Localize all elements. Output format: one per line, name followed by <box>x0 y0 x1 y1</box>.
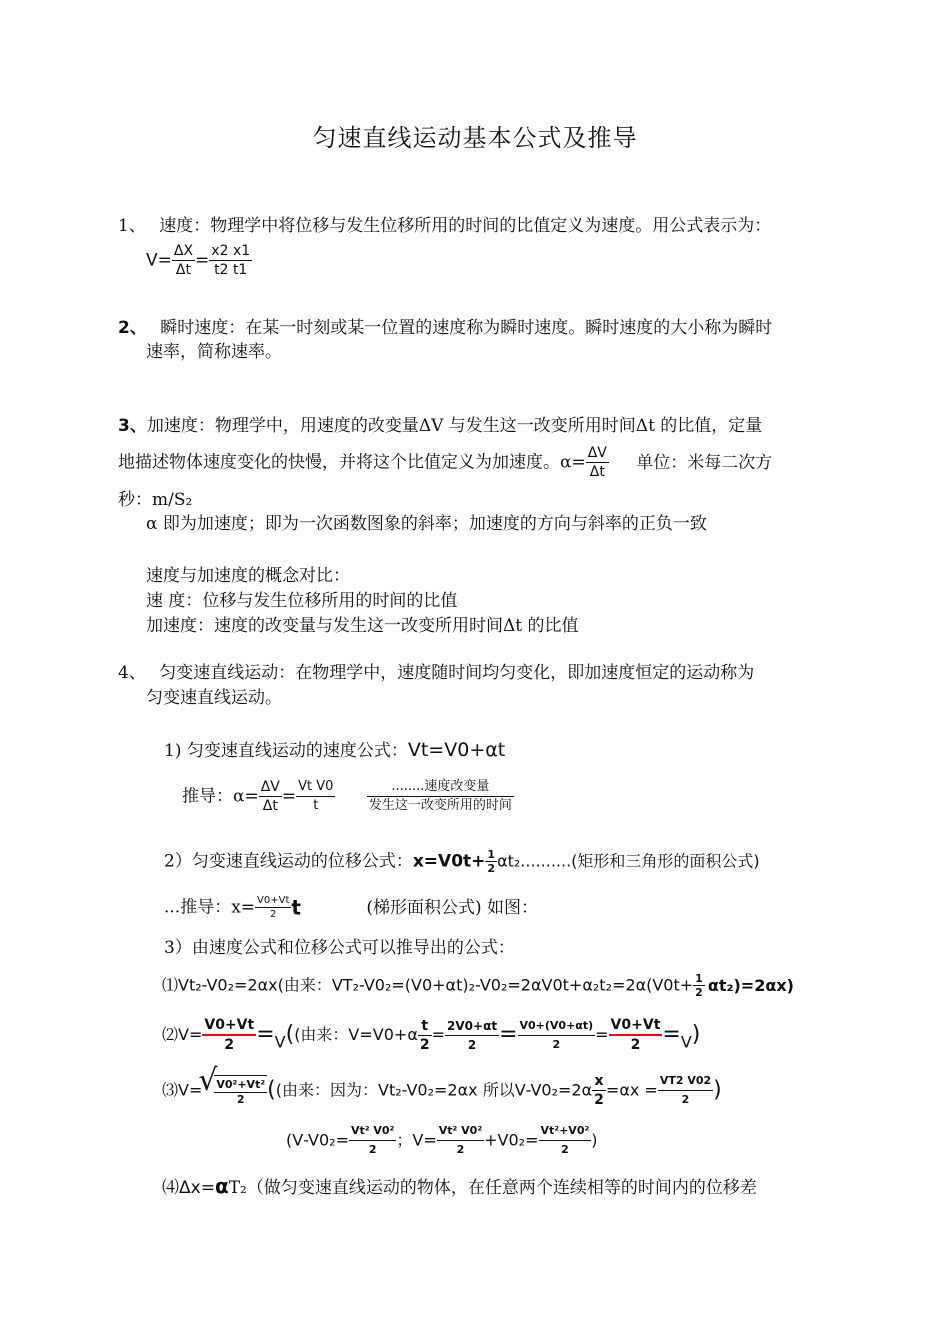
page-title: 匀速直线运动基本公式及推导 <box>312 124 638 152</box>
derivation-label: ...推导：x= <box>164 897 256 918</box>
section-2 <box>118 316 772 340</box>
velocity-formula: V= $\frac{\Delta X}{\Delta t}$ = $\frac{x2 x1}{t2 t1}$ <box>146 243 251 278</box>
section-4 <box>118 661 754 685</box>
equation-3-mid: (由来：因为：Vt₂-V0₂=2αx 所以V <box>275 1080 526 1100</box>
frac-denominator: 2 <box>552 1037 561 1051</box>
section-2-number: 2、 <box>118 318 147 338</box>
acceleration-fraction <box>586 444 609 481</box>
formula-3-label: 3）由速度公式和位移公式可以推导出的公式： <box>164 938 515 958</box>
equation-2: ⑵V= $\frac{V0+Vt}{2}$ =V((由来：V=V0+α $\frac{t}{2}$ = $\frac{2V0+\alpha t}{2}$ = $\frac{V0+(V0+\alpha t)}{2}$ = $\frac{V0+Vt}{2}$ =V) <box>162 1017 701 1053</box>
equation-3-prefix: ⑶V <box>162 1080 189 1100</box>
formula-2 <box>164 848 760 875</box>
unit-label: 单位：米每二次方 <box>636 452 773 473</box>
equation-3-line2: (V-V0₂= $\frac{\text{Vt² V0²}}{2}$ ；V= $\frac{\text{Vt² V0²}}{2}$ +V0₂= $\frac{\text{Vt²+V0²}}{2}$ ) <box>286 1122 598 1159</box>
frac-numerator: ........速度改变量 <box>367 778 514 797</box>
frac-denominator: 2 <box>368 1143 377 1156</box>
formula-1-label: 1) 匀变速直线运动的速度公式： <box>164 741 408 761</box>
equation-2-prefix: ⑵V <box>162 1025 189 1044</box>
equation-3-end: =αx = <box>605 1080 658 1100</box>
section-3-line4: α 即为加速度；即为一次函数图象的斜率；加速度的方向与斜率的正负一致 <box>146 514 707 534</box>
frac-denominator: 2 <box>630 1037 641 1053</box>
frac-denominator: 2 <box>594 1092 604 1108</box>
equation-1-tail: αt₂)=2αx) <box>707 975 794 995</box>
half-time-fraction <box>418 1017 432 1054</box>
frac-denominator: Δt <box>175 262 191 278</box>
equation-3-line2-b: ；V <box>396 1130 424 1150</box>
root-mean-square-sqrt <box>202 1075 267 1107</box>
frac-denominator: 2 <box>270 909 277 920</box>
word-fraction <box>367 778 514 815</box>
equation-4-prefix: ⑷Δx= <box>162 1178 215 1198</box>
section-4-number: 4、 <box>118 663 146 683</box>
time-symbol: t <box>291 895 301 920</box>
equation-3-mid2: -V0₂=2α <box>525 1080 593 1100</box>
frac-numerator: Vt²+V0² <box>539 1122 592 1141</box>
midtime-velocity-fraction <box>202 1016 256 1054</box>
frac-numerator: Vt² V0² <box>349 1122 396 1141</box>
frac-numerator: V0+Vt <box>609 1016 663 1036</box>
frac-numerator: x <box>592 1072 606 1091</box>
two-v0-fraction <box>445 1017 499 1054</box>
frac-numerator: ΔX <box>173 243 194 259</box>
section-3-line1: 加速度：物理学中，用速度的改变量ΔV 与发生这一改变所用时间Δt 的比值，定量 <box>146 416 763 436</box>
equation-1 <box>162 972 794 999</box>
frac-numerator: V0+Vt <box>257 895 290 906</box>
equation-3: ⑶V= √ $\frac{\text{V0²+Vt²}}{2}$ ((由来：因为：Vt₂-V0₂=2αx 所以V-V0₂=2α $\frac{x}{2}$ =αx = $\frac{VT2 V02}{2}$ ) <box>162 1072 722 1109</box>
frac-numerator: t <box>418 1017 432 1036</box>
section-3-line2-row <box>118 444 772 481</box>
frac-numerator: Vt V0 <box>296 778 335 797</box>
frac-denominator: 2 <box>681 1093 690 1106</box>
section-2-line1: 瞬时速度：在某一时刻或某一位置的速度称为瞬时速度。瞬时速度的大小称为瞬时 <box>160 318 773 338</box>
delta-x-over-delta-t <box>172 242 195 279</box>
section-1-text: 速度：物理学中将位移与发生位移所用的时间的比值定义为速度。用公式表示为： <box>159 216 772 236</box>
formula-2-label: 2）匀变速直线运动的位移公式： <box>164 851 413 872</box>
midtime-velocity-fraction-2 <box>609 1016 663 1054</box>
one-half-fraction: $\frac{1}{2}$ <box>695 972 703 999</box>
vt-minus-v0-squares-fraction <box>349 1122 396 1159</box>
section-3-line3: 秒：m/S₂ <box>118 490 193 510</box>
frac-denominator: 2 <box>456 1143 465 1156</box>
frac-denominator: 2 <box>224 1037 235 1053</box>
vt-minus-v0-squares-fraction-2 <box>437 1122 484 1159</box>
velocity-lhs: V= <box>146 250 172 271</box>
frac-numerator: ΔV <box>587 445 607 461</box>
frac-numerator: 2V0+αt <box>445 1017 499 1036</box>
half-x-fraction <box>592 1072 606 1109</box>
vt-minus-v0-over-t <box>296 778 335 815</box>
comparison-acceleration: 加速度：速度的改变量与发生这一改变所用时间Δt 的比值 <box>146 616 579 636</box>
delta-v-over-delta-t <box>259 778 282 815</box>
sum-velocity-fraction <box>518 1017 596 1054</box>
frac-denominator: 2 <box>419 1036 430 1053</box>
section-4-line1: 匀变速直线运动：在物理学中，速度随时间均匀变化，即加速度恒定的运动称为 <box>159 663 755 683</box>
frac-denominator: t <box>313 798 319 813</box>
section-3 <box>118 414 762 438</box>
frac-numerator: VT2 V02 <box>658 1072 713 1091</box>
equation-3-line2-a: -V0₂= <box>303 1130 349 1150</box>
frac-numerator: x2 x1 <box>211 243 251 259</box>
section-1 <box>118 214 771 238</box>
equation-1-text: ⑴Vt₂-V0₂=2αx(由来：VT₂-V0₂=(V0+αt)₂-V0₂=2αV0t+α₂t₂=2α(V0t+ <box>162 975 694 995</box>
displacement-difference-fraction <box>209 242 252 279</box>
frac-numerator: √ V0²+Vt² <box>216 1077 266 1091</box>
formula-2-tail: αt₂..........(矩形和三角形的面积公式) <box>497 851 760 871</box>
comparison-title: 速度与加速度的概念对比： <box>146 566 350 586</box>
frac-numerator: ΔV <box>260 779 280 795</box>
vt-plus-v0-squares-fraction <box>539 1122 592 1159</box>
equation-2-a: =V0+α <box>359 1025 418 1044</box>
formula-2-expression: x=V0t+ <box>412 851 486 872</box>
one-half-fraction: $\frac{1}{2}$ <box>487 848 496 875</box>
section-1-number: 1、 <box>118 216 146 236</box>
frac-denominator: 2 <box>467 1037 477 1052</box>
trapezoid-note: (梯形面积公式) 如图： <box>366 897 539 918</box>
equation-2-mid: (由来：V <box>294 1025 360 1044</box>
equation-3-line2-c: +V0₂= <box>484 1130 539 1150</box>
section-2-line2: 速率，简称速率。 <box>146 342 282 362</box>
frac-denominator: 发生这一改变所用的时间 <box>368 798 512 813</box>
formula-1-derivation: 推导：α= $\frac{\Delta V}{\Delta t}$ = $\frac{\text{Vt V0}}{t}$ $\frac{\text{........速度改变量}}{\text{发生这一改变所用的时间}}$ <box>182 779 512 814</box>
alpha-symbol: α <box>214 1174 229 1198</box>
derivation-label: 推导：α= <box>182 786 259 807</box>
average-velocity-fraction <box>255 894 291 921</box>
frac-denominator: 2 <box>561 1143 569 1156</box>
formula-1-expression: Vt=V0+αt <box>407 739 506 761</box>
equation-4 <box>162 1174 757 1200</box>
frac-numerator: Vt² V0² <box>437 1122 484 1141</box>
section-3-number: 3、 <box>118 416 147 436</box>
frac-numerator: V0+(V0+αt) <box>518 1017 596 1036</box>
frac-denominator: Δt <box>262 798 278 814</box>
frac-denominator: t2 t1 <box>214 262 248 278</box>
formula-2-derivation <box>164 894 538 921</box>
equation-3-line2-prefix: (V <box>286 1130 304 1150</box>
equation-4-text: T₂（做匀变速直线运动的物体，在任意两个连续相等的时间内的位移差 <box>228 1178 757 1198</box>
section-4-line2: 匀变速直线运动。 <box>146 688 282 708</box>
frac-denominator: 2 <box>236 1092 245 1106</box>
section-3-line2: 地描述物体速度变化的快慢，并将这个比值定义为加速度。α= <box>118 452 586 473</box>
formula-1 <box>164 738 505 763</box>
frac-numerator: V0+Vt <box>202 1016 256 1036</box>
frac-denominator: Δt <box>589 464 605 480</box>
velocity-squares-fraction <box>658 1072 713 1109</box>
comparison-velocity: 速 度：位移与发生位移所用的时间的比值 <box>146 591 458 611</box>
